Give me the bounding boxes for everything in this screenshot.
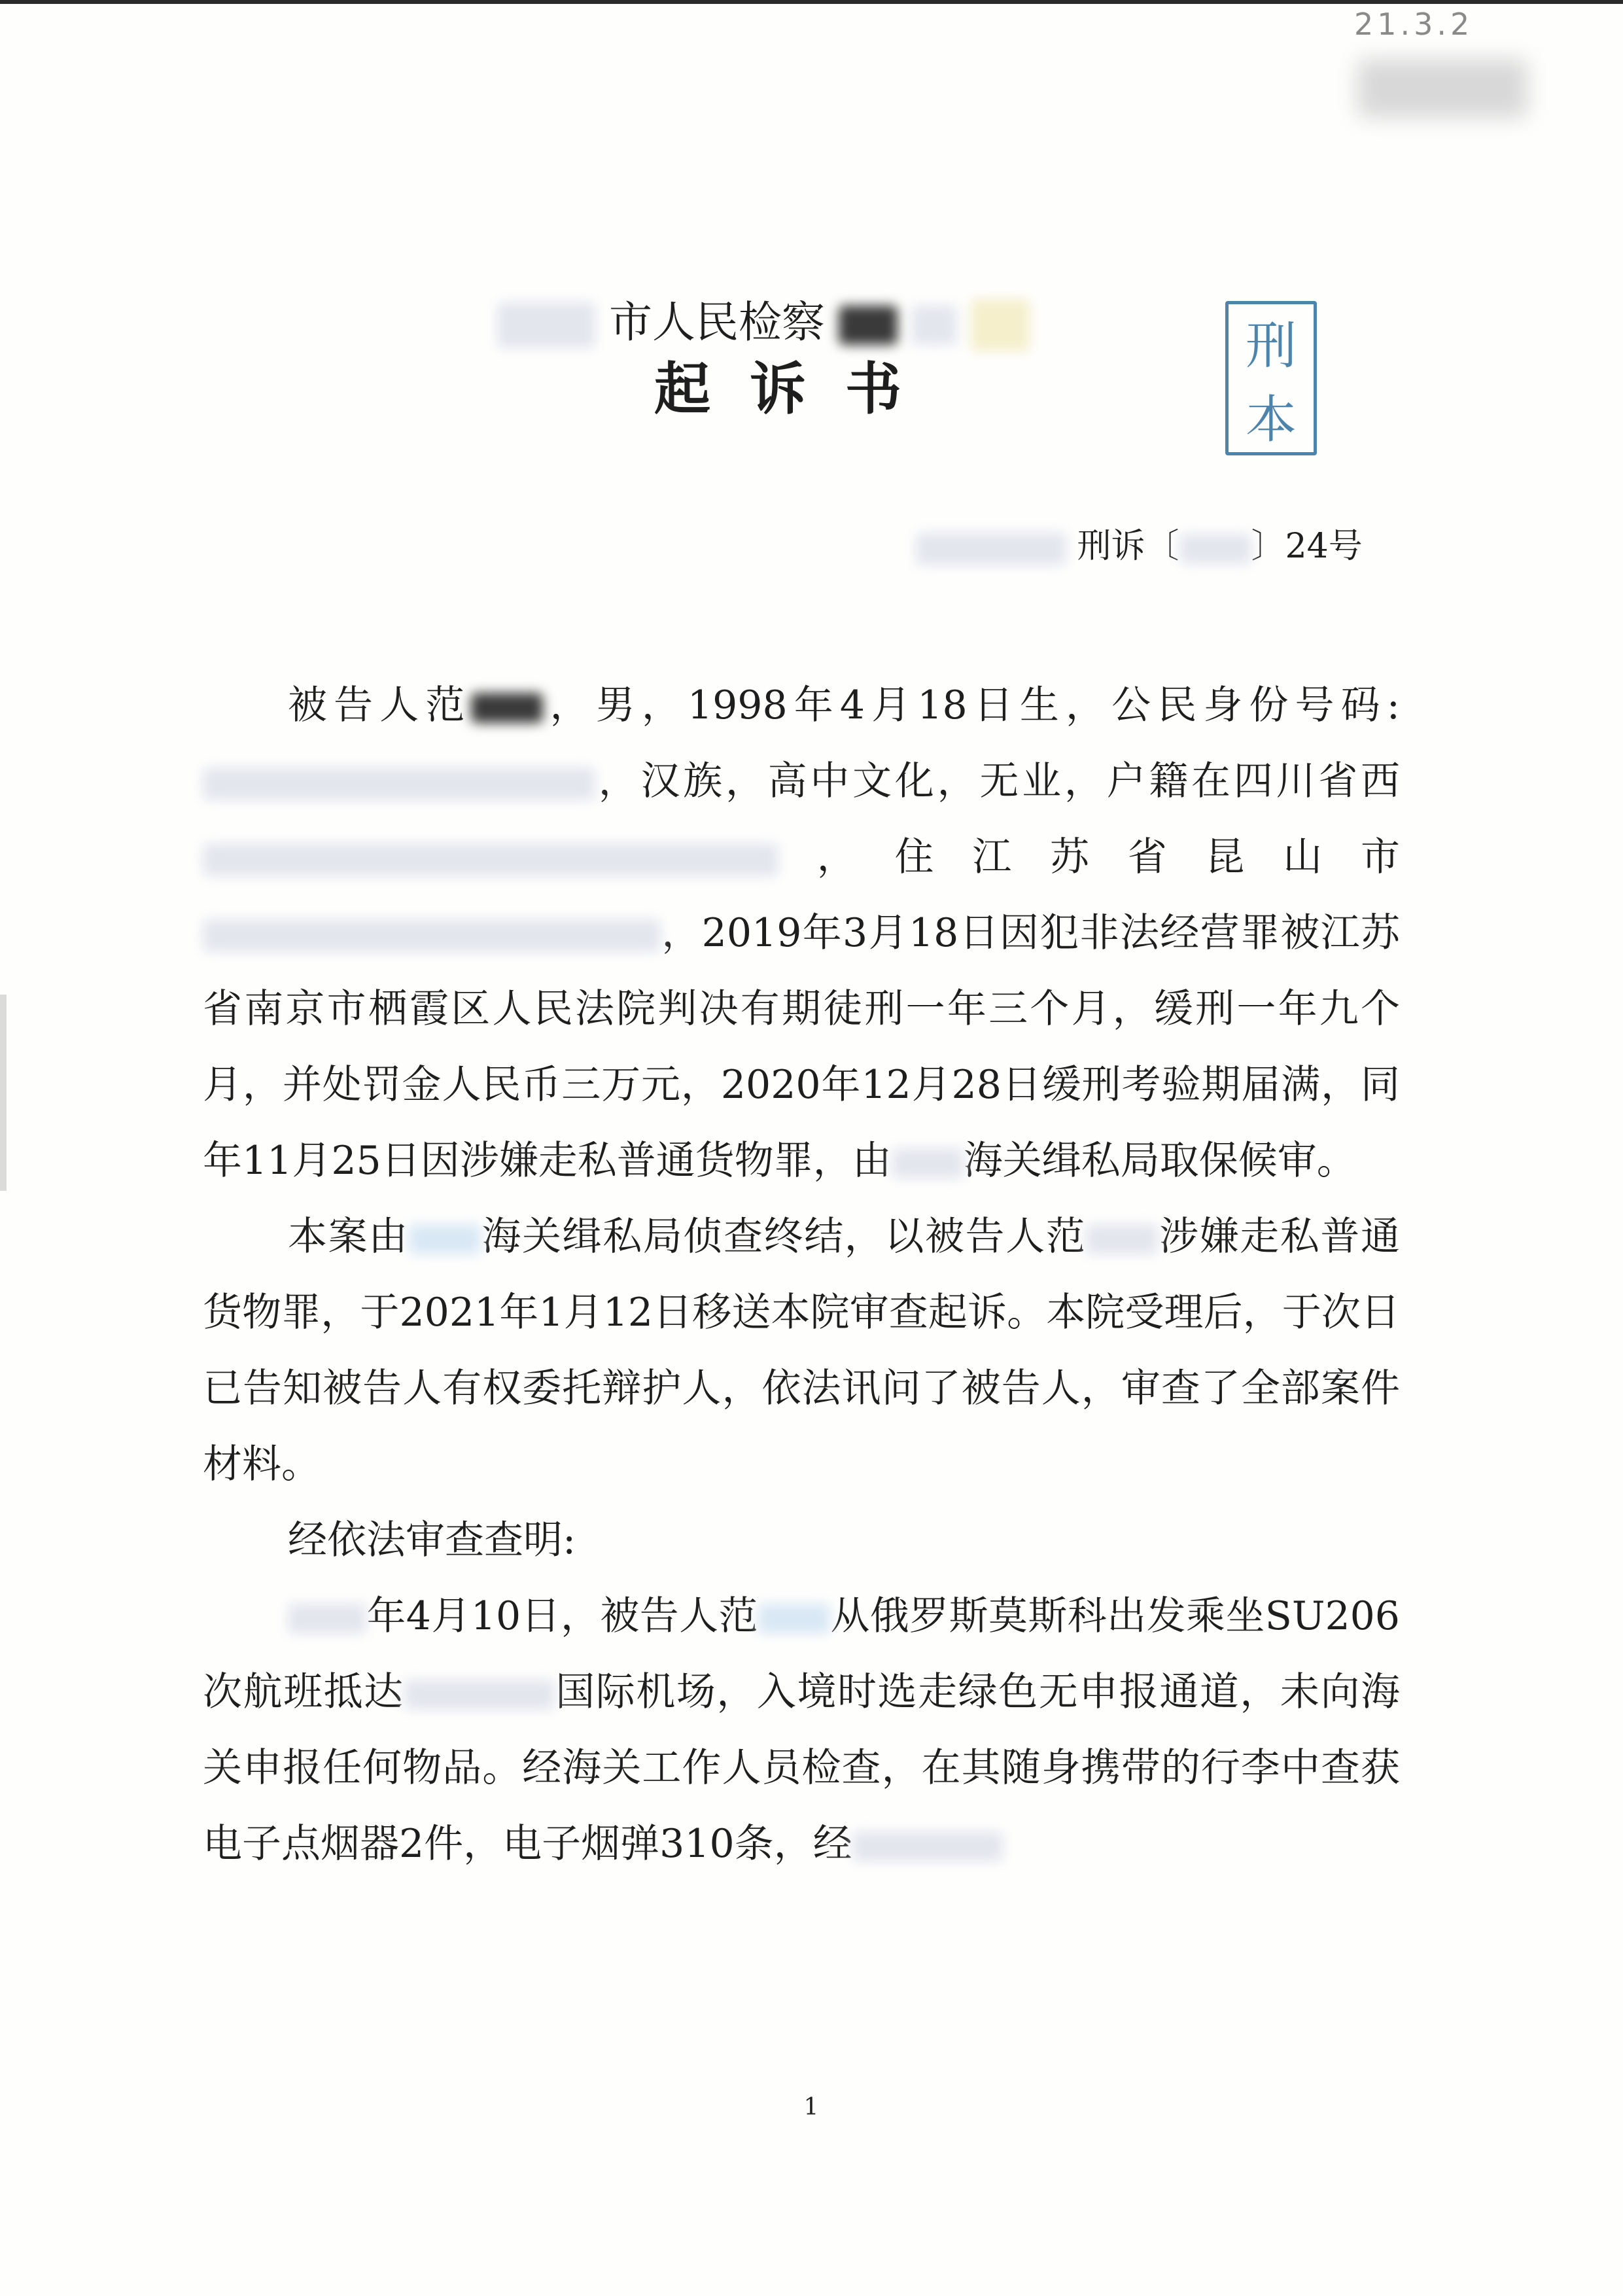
redacted-org-tail (911, 306, 957, 345)
p1-text-e: ，2019年3月18日因犯非法经营罪被江苏省南京市栖霞区人民法院判决有期徒刑一年三个月，缓刑一年九个月，并处罚金人民币三万元，2020年12月28日缓刑考验期届满，同年11月25日因涉嫌走私普通货物罪，由 (203, 910, 1400, 1184)
redacted-customs-city (892, 1148, 964, 1178)
redacted-trailing-text (852, 1831, 1003, 1862)
p1-text-a: 被告人范 (288, 682, 472, 728)
p4-text-b: 从俄罗斯莫斯科出发乘坐SU206次航班抵达 (203, 1593, 1400, 1715)
redacted-defendant-name-2 (1086, 1224, 1158, 1254)
redacted-highlight (971, 299, 1030, 351)
redacted-case-year (1179, 534, 1251, 564)
p2-text-c: 涉嫌走私普通货物罪，于2021年1月12日移送本院审查起诉。本院受理后，于次日已告知被告人有权委托辩护人，依法讯问了被告人，审查了全部案件材料。 (203, 1214, 1401, 1487)
document-title: 起诉书 (654, 357, 941, 422)
scan-edge-shadow (0, 995, 7, 1191)
case-number-prefix: 刑诉〔 (1077, 527, 1179, 566)
page-top-border (0, 0, 1623, 4)
redacted-household-address (203, 843, 778, 876)
p1-text-b: ，男，1998年4月18日生，公民身份号码: (543, 682, 1400, 728)
indictment-body (203, 667, 1400, 1882)
p1-text-f: 海关缉私局取保候审。 (963, 1138, 1356, 1184)
facts-paragraph (203, 1578, 1400, 1882)
redacted-defendant-name-3 (758, 1604, 830, 1634)
p4-text-c: 国际机场，入境时选走绿色无申报通道，未向海关申报任何物品。经海关工作人员检查，在其随身携带的行李中查获电子点烟器2件，电子烟弹310条，经 (203, 1669, 1401, 1867)
p2-text-b: 海关缉私局侦查终结，以被告人范 (480, 1214, 1087, 1260)
redacted-defendant-name (471, 693, 543, 723)
defendant-info-paragraph (203, 667, 1400, 1199)
case-number (916, 523, 1363, 569)
redacted-residence-address (203, 919, 661, 952)
page-number: 1 (803, 2094, 819, 2121)
redacted-city (497, 302, 595, 348)
redacted-id-number (203, 768, 595, 800)
p1-text-c: ，汉族，高中文化，无业，户籍在四川省西 (595, 758, 1400, 804)
case-number-suffix: 〕24号 (1251, 527, 1363, 566)
stamp-char-1: 刑 (1245, 316, 1297, 376)
redacted-corner-mark (1357, 59, 1527, 118)
handwritten-date-note: 21.3.2 (1354, 7, 1474, 42)
redacted-customs-city-2 (409, 1224, 481, 1254)
procuratorate-name (497, 293, 1030, 352)
p4-text-a: 年4月10日，被告人范 (366, 1593, 758, 1639)
org-name-text: 市人民检察 (608, 297, 825, 347)
p1-text-d: ，住江苏省昆山市 (778, 834, 1400, 880)
findings-heading: 经依法审查查明: (288, 1517, 576, 1563)
criminal-copy-stamp (1225, 301, 1317, 455)
stamp-char-2: 本 (1245, 390, 1297, 450)
redacted-case-prefix (916, 533, 1066, 565)
case-procedure-paragraph (203, 1199, 1400, 1502)
redacted-org-suffix (839, 306, 898, 345)
redacted-year (288, 1604, 366, 1634)
redacted-airport-city (404, 1680, 555, 1710)
p2-text-a: 本案由 (288, 1214, 409, 1260)
